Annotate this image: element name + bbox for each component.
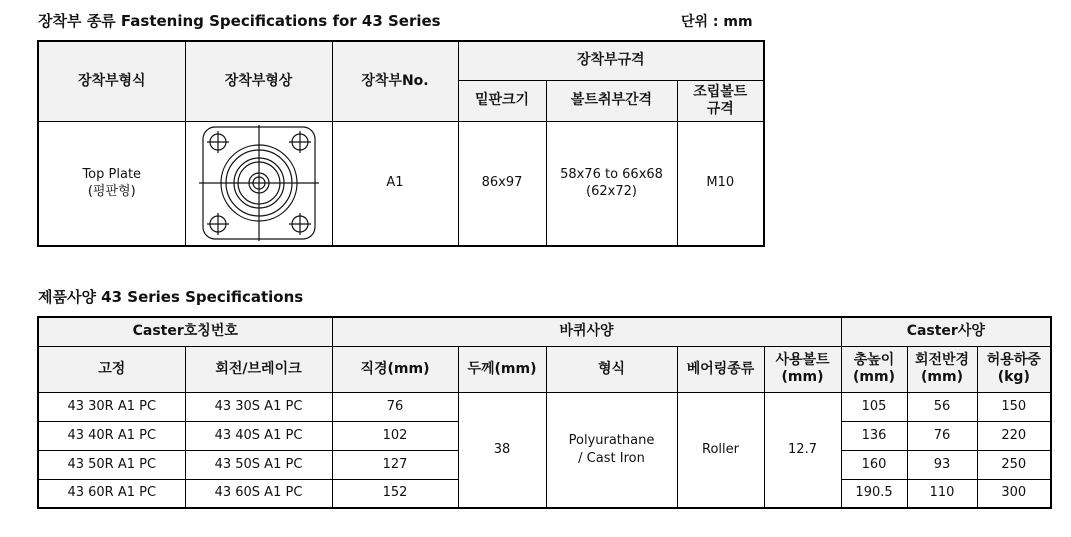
diameter-value: 127 xyxy=(332,450,458,479)
radius-value: 56 xyxy=(907,392,977,421)
fastening-spec-title: 장착부 종류 Fastening Specifications for 43 Series xyxy=(38,12,441,30)
swivel-code: 43 60S A1 PC xyxy=(185,479,332,508)
unit-label: 단위 : mm xyxy=(681,14,753,30)
header-swivel-radius: 회전반경 (mm) xyxy=(907,346,977,392)
header-diameter: 직경(mm) xyxy=(332,346,458,392)
header-bolt: 사용볼트 (mm) xyxy=(764,346,841,392)
height-value: 105 xyxy=(841,392,907,421)
radius-value: 76 xyxy=(907,421,977,450)
header-bolt-spacing: 볼트취부간격 xyxy=(546,80,677,121)
header-bearing: 베어링종류 xyxy=(677,346,764,392)
radius-value: 93 xyxy=(907,450,977,479)
fixed-code: 43 30R A1 PC xyxy=(38,392,185,421)
plate-size-value: 86x97 xyxy=(458,121,546,246)
header-plate-size: 밑판크기 xyxy=(458,80,546,121)
diameter-value: 102 xyxy=(332,421,458,450)
header-bolt-spec: 조립볼트 규격 xyxy=(677,80,764,121)
fixed-code: 43 50R A1 PC xyxy=(38,450,185,479)
fixed-code: 43 40R A1 PC xyxy=(38,421,185,450)
product-spec-title: 제품사양 43 Series Specifications xyxy=(38,288,304,306)
header-mount-shape: 장착부형상 xyxy=(185,41,332,121)
header-total-height: 총높이 (mm) xyxy=(841,346,907,392)
header-mount-no: 장착부No. xyxy=(332,41,458,121)
mount-no-value: A1 xyxy=(332,121,458,246)
bolt-spacing-value: 58x76 to 66x68 (62x72) xyxy=(546,121,677,246)
bolt-spec-value: M10 xyxy=(677,121,764,246)
header-caster-spec: Caster사양 xyxy=(841,317,1051,346)
diameter-value: 76 xyxy=(332,392,458,421)
load-value: 300 xyxy=(977,479,1051,508)
bolt-value: 12.7 xyxy=(764,392,841,508)
header-mount-type: 장착부형식 xyxy=(38,41,185,121)
fastening-spec-table xyxy=(37,40,765,247)
load-value: 150 xyxy=(977,392,1051,421)
material-value: Polyurathane / Cast Iron xyxy=(546,392,677,508)
header-swivel-brake: 회전/브레이크 xyxy=(185,346,332,392)
fixed-code: 43 60R A1 PC xyxy=(38,479,185,508)
height-value: 190.5 xyxy=(841,479,907,508)
height-value: 136 xyxy=(841,421,907,450)
swivel-code: 43 30S A1 PC xyxy=(185,392,332,421)
height-value: 160 xyxy=(841,450,907,479)
diameter-value: 152 xyxy=(332,479,458,508)
header-caster-code: Caster호칭번호 xyxy=(38,317,332,346)
swivel-code: 43 50S A1 PC xyxy=(185,450,332,479)
header-thickness: 두께(mm) xyxy=(458,346,546,392)
top-plate-drawing-icon xyxy=(197,123,321,243)
load-value: 220 xyxy=(977,421,1051,450)
load-value: 250 xyxy=(977,450,1051,479)
mount-type-value: Top Plate (평판형) xyxy=(38,121,185,246)
thickness-value: 38 xyxy=(458,392,546,508)
header-wheel-spec: 바퀴사양 xyxy=(332,317,841,346)
mount-shape-cell xyxy=(185,121,332,246)
bearing-value: Roller xyxy=(677,392,764,508)
header-fixed: 고정 xyxy=(38,346,185,392)
header-mount-spec: 장착부규격 xyxy=(458,41,764,80)
swivel-code: 43 40S A1 PC xyxy=(185,421,332,450)
header-load-capacity: 허용하중 (kg) xyxy=(977,346,1051,392)
product-spec-table xyxy=(37,316,1052,509)
header-material: 형식 xyxy=(546,346,677,392)
table-row xyxy=(38,392,1051,421)
radius-value: 110 xyxy=(907,479,977,508)
